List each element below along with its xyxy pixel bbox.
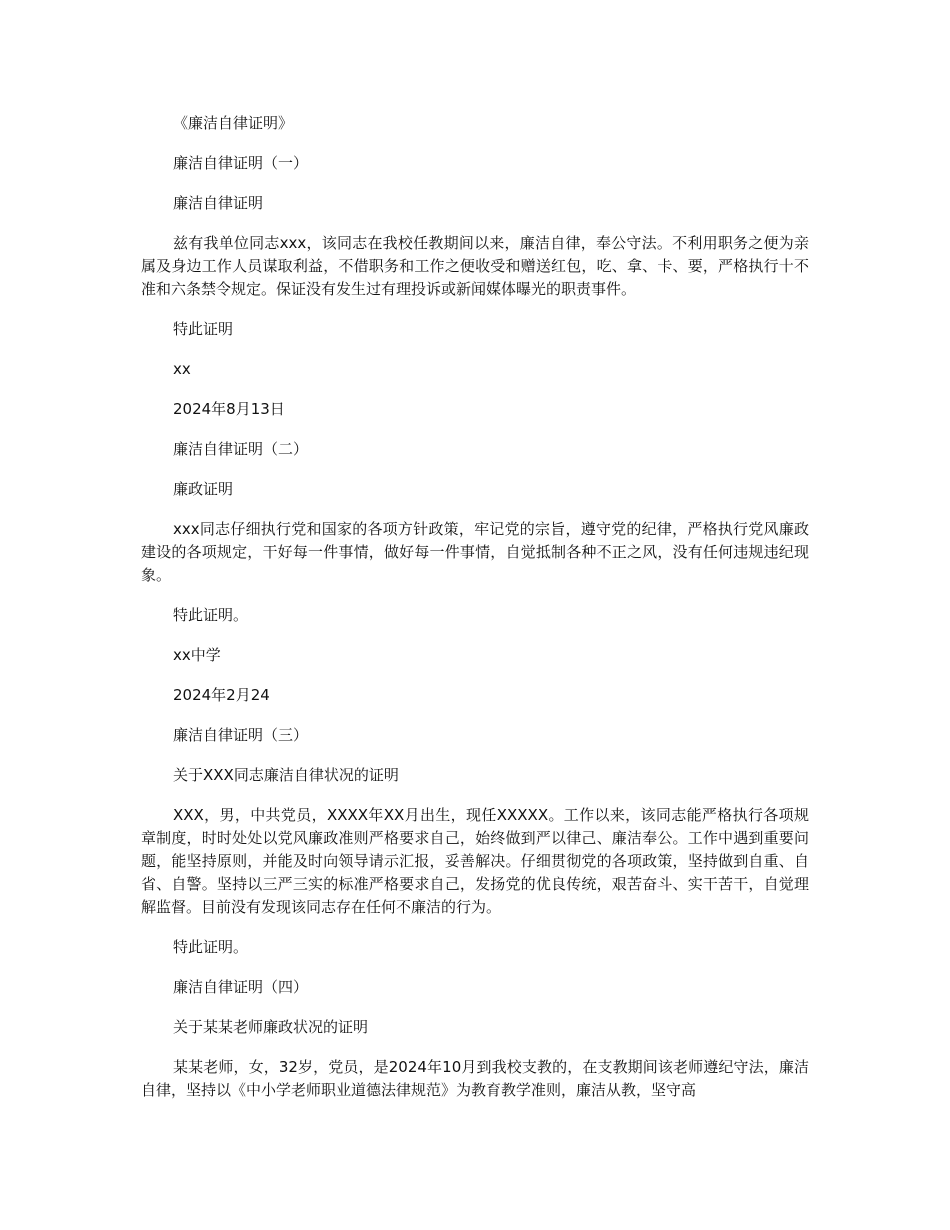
section-1-signer: xx <box>173 360 191 378</box>
document-content <box>141 112 809 1119</box>
section-2-heading: 廉洁自律证明（二） <box>173 440 309 458</box>
section-4-body: 某某老师，女，32岁，党员，是2024年10月到我校支教的，在支教期间该老师遵纪守法，廉洁自律，坚持以《中小学老师职业道德法律规范》为教育教学准则，廉洁从教，坚守高 <box>141 1058 809 1099</box>
section-3-heading: 廉洁自律证明（三） <box>173 726 309 744</box>
section-4-heading: 廉洁自律证明（四） <box>173 978 309 996</box>
section-2-signer: xx中学 <box>173 646 221 664</box>
section-1-closing: 特此证明 <box>173 320 234 338</box>
section-1-subtitle: 廉洁自律证明 <box>173 194 264 212</box>
section-3-closing: 特此证明。 <box>173 938 249 956</box>
section-2-subtitle: 廉政证明 <box>173 480 234 498</box>
section-2-body: xxx同志仔细执行党和国家的各项方针政策，牢记党的宗旨，遵守党的纪律，严格执行党风廉政建设的各项规定，干好每一件事情，做好每一件事情，自觉抵制各种不正之风，没有任何违规违纪现象。 <box>141 520 809 584</box>
document-title: 《廉洁自律证明》 <box>173 114 294 132</box>
section-3-subtitle: 关于XXX同志廉洁自律状况的证明 <box>173 766 399 784</box>
section-2-date: 2024年2月24 <box>173 686 270 704</box>
section-3-body: XXX，男，中共党员，XXXX年XX月出生，现任XXXXX。工作以来，该同志能严格执行各项规章制度，时时处处以党风廉政准则严格要求自己，始终做到严以律己、廉洁奉公。工作中遇到重要问题，能坚持原则，并能及时向领导请示汇报，妥善解决。仔细贯彻党的各项政策，坚持做到自重、自省、自警。坚持以三严三实的标准严格要求自己，发扬党的优良传统，艰苦奋斗、实干苦干，自觉理解监督。目前没有发现该同志存在任何不廉洁的行为。 <box>141 806 809 916</box>
section-1-date: 2024年8月13日 <box>173 400 285 418</box>
section-2-closing: 特此证明。 <box>173 606 249 624</box>
section-4-subtitle: 关于某某老师廉政状况的证明 <box>173 1018 369 1036</box>
section-1-body: 兹有我单位同志xxx，该同志在我校任教期间以来，廉洁自律，奉公守法。不利用职务之便为亲属及身边工作人员谋取利益，不借职务和工作之便收受和赠送红包，吃、拿、卡、要，严格执行十不准和六条禁令规定。保证没有发生过有理投诉或新闻媒体曝光的职责事件。 <box>141 234 809 298</box>
section-1-heading: 廉洁自律证明（一） <box>173 154 309 172</box>
